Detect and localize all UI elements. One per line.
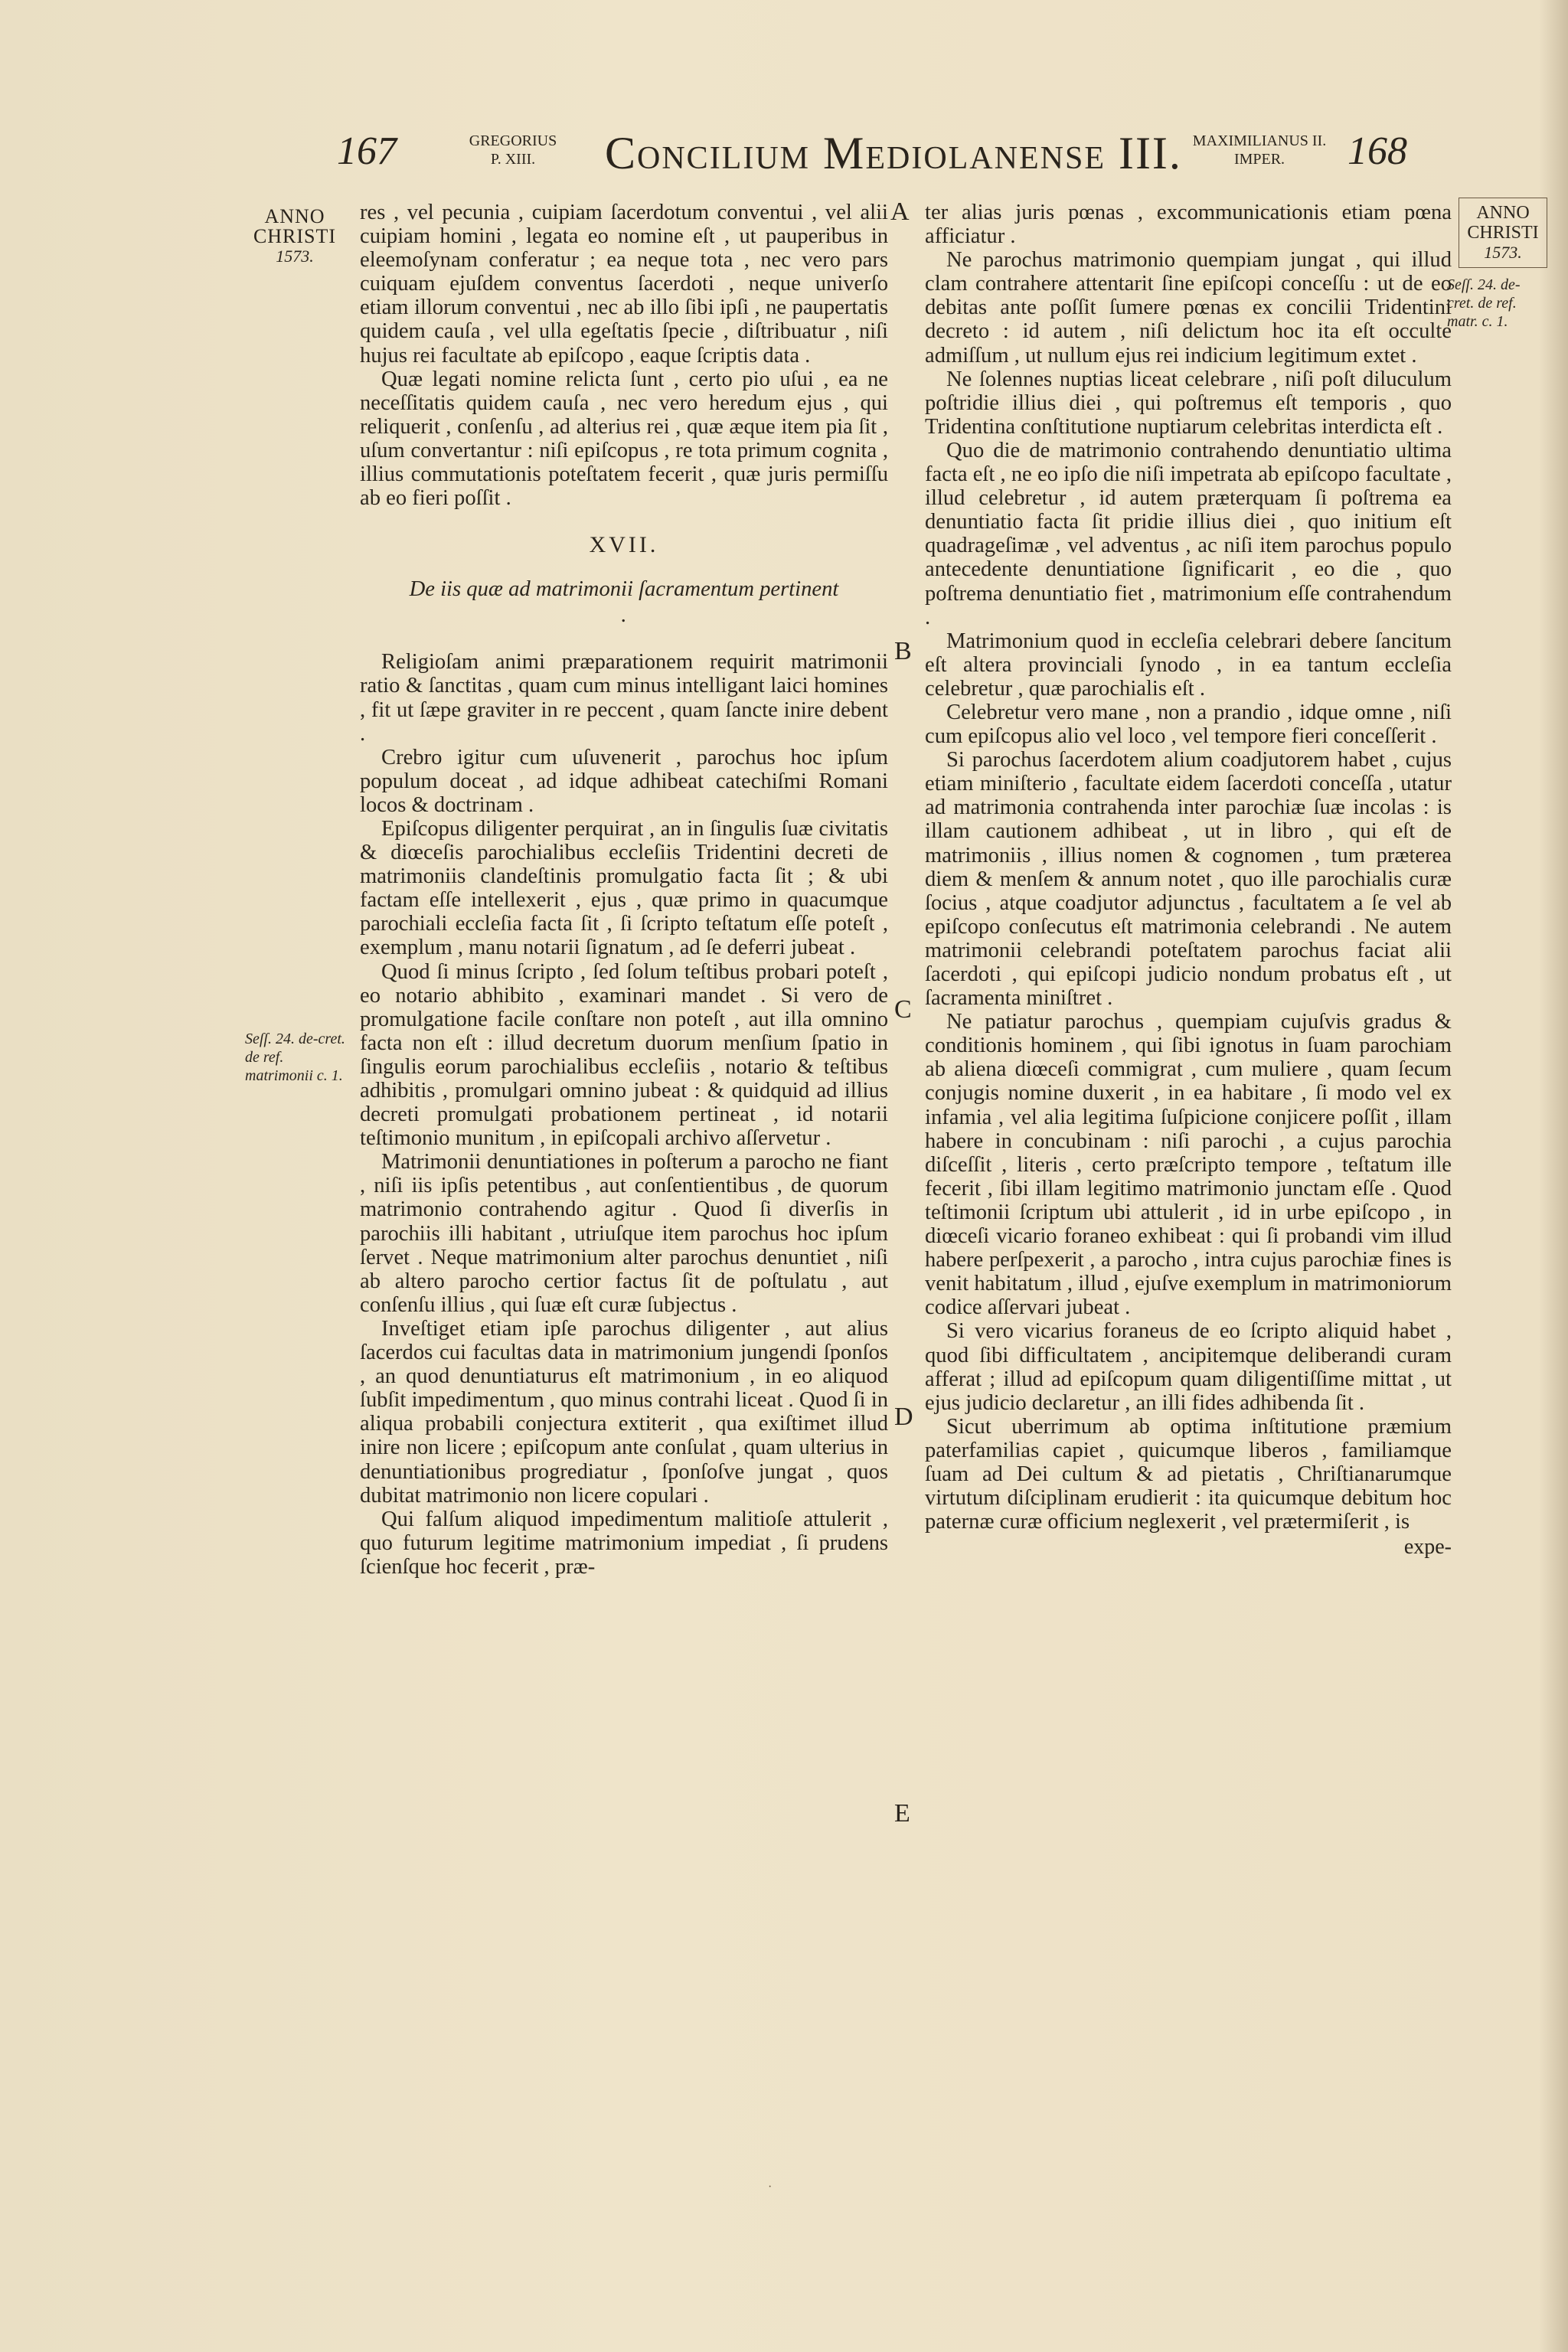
pope-name: GREGORIUS: [469, 132, 557, 149]
paragraph: Matrimonii denuntiationes in poſterum a parocho ne fiant , niſi iis ipſis petentibus , aut conſentientibus , de quorum matrimonio contrahendo agitur . Quod ſi diverſis in parochiis illi habitant , utriuſque item parochus hoc ipſum ſervet . Neque matrimonium alter parochus denuntiet , niſi ab altero parocho certior factus ſit de poſtulatu , aut conſenſu illius , qui ſuæ eſt curæ ſubjectus .: [360, 1150, 888, 1317]
paragraph: Sicut uberrimum ab optima inſtitutione præmium paterfamilias capiet , quicumque liberos , familiamque ſuam ad Dei cultum & ad pietatis , Chriſtianarumque virtutum diſciplinam erudierit : ita quicumque debitum hoc paternæ curæ officium neglexerit , vel prætermiſerit , is: [925, 1414, 1452, 1534]
signature-mark: ·: [768, 2180, 773, 2194]
session-reference-left: Seſſ. 24. de-cret. de ref. matrimonii c. 1.: [245, 1031, 345, 1084]
pope-number: P. XIII.: [490, 151, 536, 168]
catchword: expe-: [1403, 1535, 1452, 1560]
paragraph: Si vero vicarius foraneus de eo ſcripto aliquid habet , quod ſibi difficultatem , ancipitemque deliberandi curam afferat ; illud ad epiſcopum quam diligentiſſime mittat , ut ejus judicio declaretur , an illi fides adhibenda ſit .: [925, 1319, 1452, 1415]
section-heading: De iis quæ ad matrimonii ſacramentum pertinent .: [409, 577, 839, 628]
paragraph: Religioſam animi præparationem requirit matrimonii ratio & ſanctitas , quam cum minus intelligant laici homines , fit ut ſæpe graviter in re peccent , quam ſancte inire debent .: [360, 650, 888, 746]
running-title: Concilium Mediolanense III.: [605, 128, 1182, 178]
paragraph: res , vel pecunia , cuipiam ſacerdotum conventui , vel alii cuipiam homini , legata eo nomine eſt , ut pauperibus in eleemoſynam conferatur ; ea neque tota , nec vero pars cuiquam ejuſdem conventus ſacerdoti , neque univerſo etiam illorum conventui , nec ab illo ſibi ipſi , ne paupertatis quidem cauſa , vel ulla egeſtatis ſpecie , diſtribuatur , niſi hujus rei facultate ab epiſcopo , eaque ſcriptis data .: [360, 201, 888, 368]
paragraph: Epiſcopus diligenter perquirat , an in ſingulis ſuæ civitatis & diœceſis parochialibus eccleſiis Tridentini decreti de matrimoniis clandeſtinis promulgatio facta ſit ; & ubi factam eſſe intellexerit , ejus , quæ primo in quacumque parochiali eccleſia facta ſit , ſi ſcripto teſtatum eſſe poteſt , exemplum , manu notarii ſignatum , ad ſe deferri jubeat .: [360, 816, 888, 960]
section-letter-e: E: [894, 1799, 910, 1828]
paragraph: Celebretur vero mane , non a prandio , idque omne , niſi cum epiſcopus alio vel loco , vel tempore fieri conceſſerit .: [925, 700, 1452, 749]
pope-reference: [459, 132, 567, 168]
page-number-right: 168: [1348, 129, 1407, 173]
right-column: [925, 201, 1452, 1559]
paragraph: Ne ſolennes nuptias liceat celebrare , niſi poſt diluculum poſtridie illius diei , qui poſtremus eſt temporis , quo Tridentina conſtitutione nuptiarum celebritas interdicta eſt .: [925, 367, 1452, 439]
section-letter-a: A: [890, 198, 910, 226]
section-number: XVII.: [589, 532, 659, 558]
year-marginal-right: [1459, 198, 1547, 268]
paragraph: Matrimonium quod in eccleſia celebrari debere ſancitum eſt altera provinciali ſynodo , in ea tantum eccleſia celebretur , quæ parochialis eſt .: [925, 629, 1452, 701]
session-reference-right: Seſſ. 24. de-cret. de ref. matr. c. 1.: [1447, 276, 1521, 330]
section-letter-b: B: [894, 637, 912, 665]
paragraph: Crebro igitur cum uſuvenerit , parochus hoc ipſum populum doceat , ad idque adhibeat catechiſmi Romani locos & doctrinam .: [360, 745, 888, 817]
paragraph: Si parochus ſacerdotem alium coadjutorem habet , cujus etiam miniſterio , facultate eidem ſacerdoti conceſſa , utatur ad matrimonia contrahenda inter parochiæ ſuæ incolas : is illam cautionem adhibeat , ut in libro , qui eſt de matrimoniis , illius nomen & cognomen , tum præterea diem & menſem & annum notet , quo ille parochialis curæ ſocius , atque coadjutor adjunctus , facultatem a ſe vel ab epiſcopo conſecutus eſt matrimonia celebrandi . Ne autem matrimonii celebrandi poteſtatem parochus faciat alii ſacerdoti , qui epiſcopi judicio nondum probatus eſt , ut ſacramenta miniſtret .: [925, 748, 1452, 1011]
emperor-title: IMPER.: [1233, 151, 1285, 168]
paragraph: Quo die de matrimonio contrahendo denuntiatio ultima facta eſt , ne eo ipſo die niſi impetrata ab epiſcopo facultate , illud celebretur , id autem præterquam ſi poſtrema ea denuntiatio facta ſit pridie illius diei , quo initium eſt quadrageſimæ , vel adventus , ac niſi item parochus populo antecedente denuntiatione ſignificarit , eo die , quo poſtrema denuntiatio fiet , matrimonium eſſe contrahendum .: [925, 438, 1452, 629]
left-column: [360, 201, 888, 1579]
paragraph: Quæ legati nomine relicta ſunt , certo pio uſui , ea ne neceſſitatis quidem cauſa , nec vero heredum ejus , qui reliquerit , conſenſu , ad alterius rei , quæ æque item pia ſit , uſum convertantur : niſi epiſcopus , re tota primum cognita , illius commutationis poteſtatem fecerit , quæ juris permiſſu ab eo fieri poſſit .: [360, 367, 888, 511]
paragraph: Quod ſi minus ſcripto , ſed ſolum teſtibus probari poteſt , eo notario abhibito , examinari mandet . Si vero de promulgatione facile conſtare non poteſt , aut illa omnino facta non eſt : illud decretum duorum menſium ſpatio in ſingulis eorum parochialibus eccleſiis , notario & teſtibus adhibitis , promulgari omnino jubeat : & quidquid ad illius decreti promulgati probationem pertineat , id notarii teſtimonio munitum , in epiſcopali archivo aſſervetur .: [360, 959, 888, 1151]
emperor-reference: [1179, 132, 1340, 168]
year-marginal-left: [245, 207, 345, 266]
page-number-left: 167: [337, 129, 397, 173]
paragraph: Inveſtiget etiam ipſe parochus diligenter , aut alius ſacerdos cui facultas data in matrimonium jungendi ſponſos , an quod denuntiaturus eſt matrimonium , in eo aliquod ſubſit impedimentum , quo minus contrahi liceat . Quod ſi in aliqua probabili conjectura extiterit , qua exiſtimet illud inire non licere ; epiſcopum ante conſulat , quam ulterius in denuntiationibus progrediatur , ſponſoſve jungat , quos dubitat matrimonio non licere copulari .: [360, 1316, 888, 1508]
section-letter-c: C: [894, 995, 912, 1024]
year-label: 1573.: [1484, 243, 1522, 262]
emperor-name: MAXIMILIANUS II.: [1192, 132, 1327, 149]
paragraph: Qui falſum aliquod impedimentum malitioſe attulerit , quo futurum legitime matrimonium impediat , ſi prudens ſcienſque hoc fecerit , præ-: [360, 1507, 888, 1579]
page-edge-shadow: [1539, 0, 1568, 2352]
year-label: 1573.: [276, 247, 314, 266]
anno-label: ANNO: [264, 205, 325, 227]
running-header: [337, 122, 1485, 207]
paragraph: Ne parochus matrimonio quempiam jungat , qui illud clam contrahere attentarit ſine epiſcopi conceſſu : ut de eo debitas ante poſſit ſumere pœnas ex concilii Tridentini decreto : id autem , niſi delictum hoc ita eſt occulte admiſſum , ut nullum ejus rei indicium legitimum extet .: [925, 248, 1452, 368]
christi-label: CHRISTI: [253, 225, 337, 247]
paragraph: ter alias juris pœnas , excommunicationis etiam pœna afficiatur .: [925, 201, 1452, 249]
anno-label: ANNO: [1476, 203, 1530, 223]
paragraph: Ne patiatur parochus , quempiam cujuſvis gradus & conditionis hominem , qui ſibi ignotus in ſuam parochiam ab aliena diœceſi commigrat , cum muliere , quam ſecum conjugis nomine duxerit , in ea habitare , ſi modo vel ex infamia , vel alia legitima ſuſpicione conjicere poſſit , illam habere in concubinam : niſi parochi , a cujus parochia diſceſſit , literis , certo præſcripto tempore , teſtatum ille fecerit , ſibi illam legitimo matrimonio junctam eſſe . Quod teſtimonii ſcriptum ubi attulerit , id in urbe epiſcopo , in diœceſi vicario foraneo exhibeat : qui ſi probandi vim illud habere perſpexerit , a parocho , intra cujus parochiæ fines is venit habitatum , illud , ejuſve exemplum in matrimoniorum codice aſſervari jubeat .: [925, 1010, 1452, 1320]
christi-label: CHRISTI: [1467, 223, 1539, 243]
section-letter-d: D: [894, 1403, 913, 1431]
